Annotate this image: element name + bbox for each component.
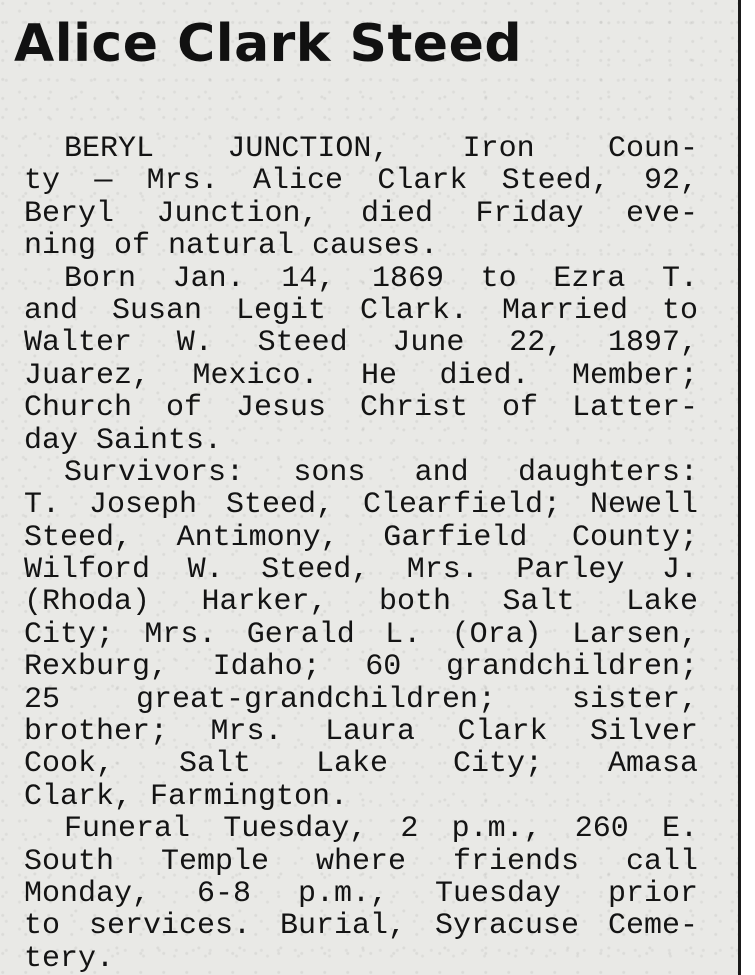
article-line: Monday, 6-8 p.m., Tuesday prior <box>24 877 698 911</box>
article-line: brother; Mrs. Laura Clark Silver <box>24 716 698 749</box>
article-line: T. Joseph Steed, Clearfield; Newell <box>24 489 698 522</box>
article-line: Juarez, Mexico. He died. Member; <box>24 359 698 393</box>
article-line: ning of natural causes. <box>24 230 439 263</box>
article-line: South Temple where friends call <box>24 845 698 878</box>
article-line: Beryl Junction, died Friday eve- <box>24 197 698 231</box>
article-line: Rexburg, Idaho; 60 grandchildren; <box>24 651 698 684</box>
obituary-body <box>24 133 698 975</box>
article-line: City; Mrs. Gerald L. (Ora) Larsen, <box>24 618 698 652</box>
article-line: Cook, Salt Lake City; Amasa <box>24 748 698 781</box>
article-line: (Rhoda) Harker, both Salt Lake <box>24 586 698 619</box>
article-line: and Susan Legit Clark. Married to <box>24 294 698 328</box>
obituary-headline: Alice Clark Steed <box>14 14 523 74</box>
article-line: Clark, Farmington. <box>24 780 349 814</box>
article-line: 25 great-grandchildren; sister, <box>24 683 698 717</box>
article-line: Born Jan. 14, 1869 to Ezra T. <box>64 262 698 295</box>
article-line: Steed, Antimony, Garfield County; <box>24 521 698 555</box>
article-line: Walter W. Steed June 22, 1897, <box>24 327 698 360</box>
article-line: Funeral Tuesday, 2 p.m., 260 E. <box>64 813 698 846</box>
article-line: BERYL JUNCTION, Iron Coun- <box>64 133 698 166</box>
article-line: Wilford W. Steed, Mrs. Parley J. <box>24 554 698 587</box>
article-line: Church of Jesus Christ of Latter- <box>24 392 698 425</box>
article-line: tery. <box>24 942 115 975</box>
article-line: ty — Mrs. Alice Clark Steed, 92, <box>24 165 698 198</box>
article-line: to services. Burial, Syracuse Ceme- <box>24 910 698 943</box>
article-line: day Saints. <box>24 424 223 457</box>
column-rule <box>738 0 741 975</box>
article-line: Survivors: sons and daughters: <box>64 456 698 490</box>
